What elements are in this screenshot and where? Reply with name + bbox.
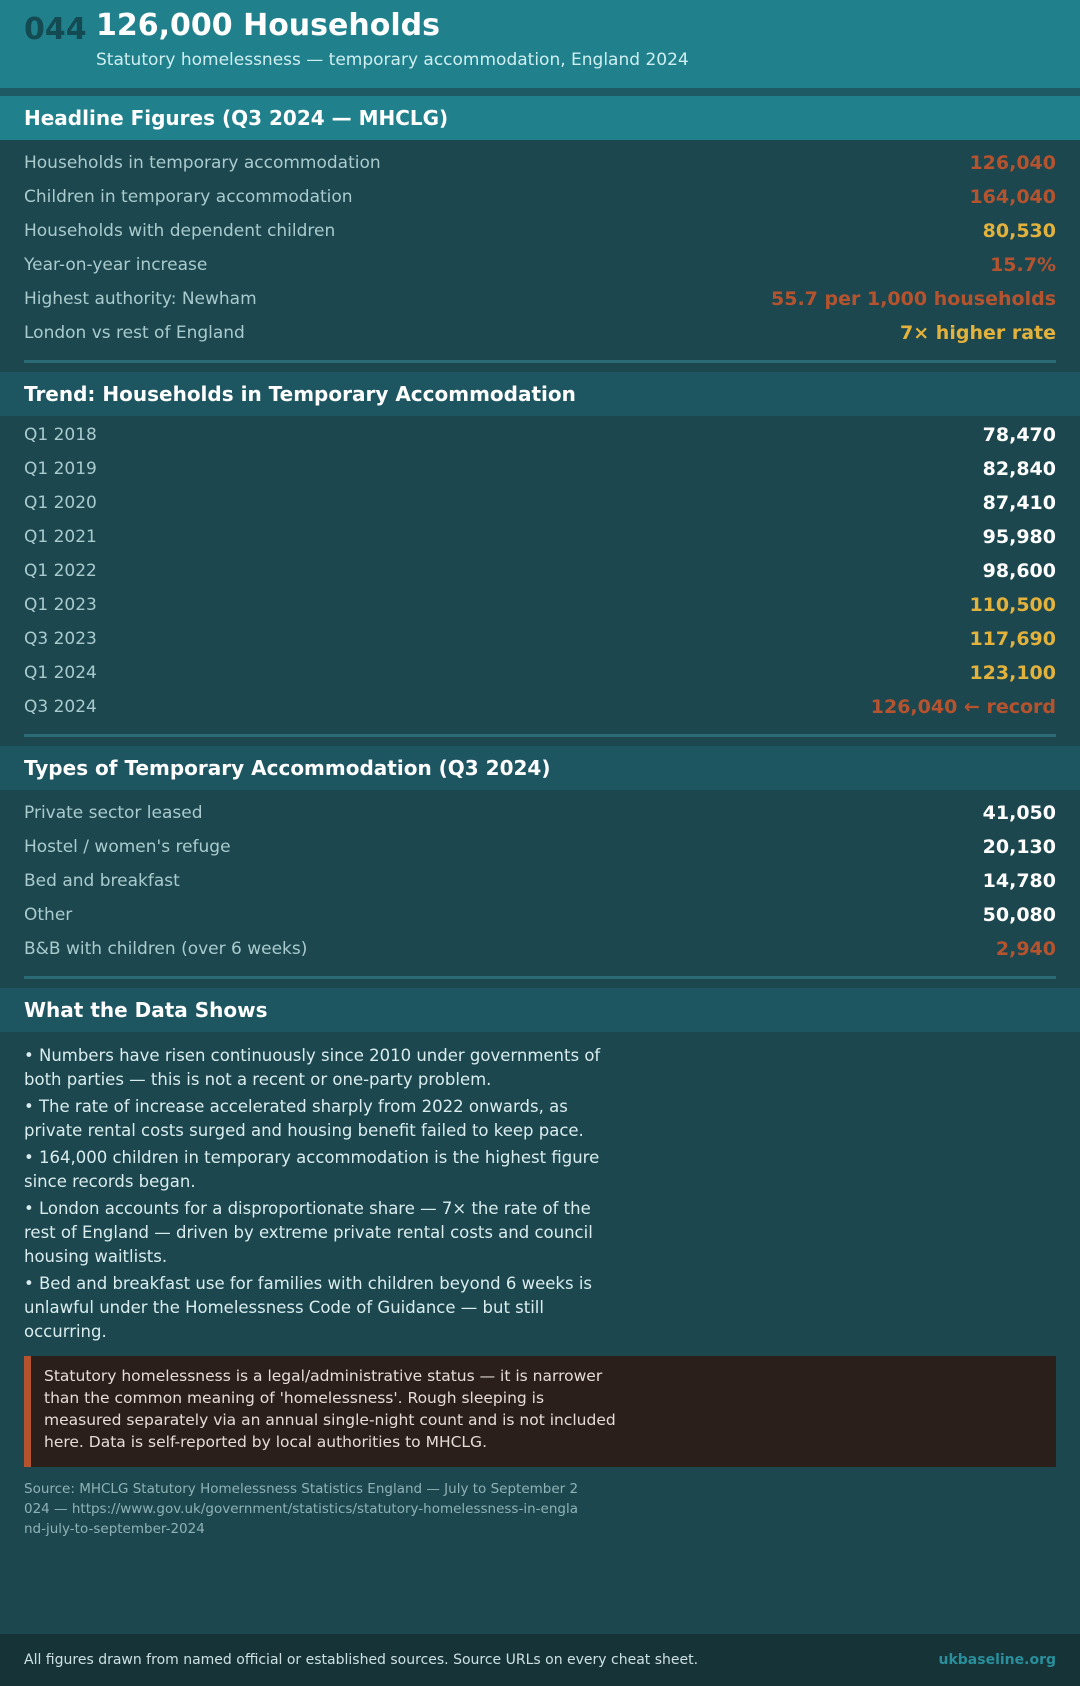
row-label: Highest authority: Newham — [24, 289, 257, 309]
analysis-section-title: What the Data Shows — [0, 988, 1080, 1032]
row-label: B&B with children (over 6 weeks) — [24, 939, 308, 959]
trend-list — [0, 416, 1080, 724]
row-value: 78,470 — [982, 424, 1056, 446]
row-label: Q1 2023 — [24, 595, 97, 615]
caveat-note — [24, 1356, 1056, 1467]
row-value: 95,980 — [982, 526, 1056, 548]
row-label: Households in temporary accommodation — [24, 153, 381, 173]
list-item — [24, 180, 1056, 214]
sheet-number: 044 — [24, 12, 87, 47]
row-value: 2,940 — [995, 938, 1056, 960]
list-item — [24, 452, 1056, 486]
list-item — [24, 932, 1056, 966]
analysis-bullets — [0, 1032, 648, 1344]
types-list — [0, 790, 1080, 966]
page-header — [0, 0, 1080, 96]
list-item — [24, 282, 1056, 316]
row-value: 110,500 — [969, 594, 1056, 616]
headline-figures-list — [0, 140, 1080, 350]
list-item — [24, 656, 1056, 690]
row-value: 80,530 — [982, 220, 1056, 242]
row-label: Other — [24, 905, 73, 925]
row-label: Q1 2019 — [24, 459, 97, 479]
row-value: 15.7% — [990, 254, 1056, 276]
row-label: Q1 2022 — [24, 561, 97, 581]
row-value: 41,050 — [982, 802, 1056, 824]
row-label: Private sector leased — [24, 803, 203, 823]
page-footer — [0, 1634, 1080, 1686]
caveat-note-text: Statutory homelessness is a legal/administrative status — it is narrower than the common meaning of 'homelessness'. Rough sleeping is measured separately via an annual single-night count and is not included here. Data is self-reported by local authorities to MHCLG. — [44, 1367, 616, 1451]
row-value: 164,040 — [969, 186, 1056, 208]
list-item — [24, 418, 1056, 452]
row-value: 117,690 — [969, 628, 1056, 650]
footer-text: All figures drawn from named official or established sources. Source URLs on every cheat sheet. — [24, 1652, 699, 1668]
row-label: Households with dependent children — [24, 221, 336, 241]
row-label: Q3 2023 — [24, 629, 97, 649]
page-subtitle: Statutory homelessness — temporary accommodation, England 2024 — [96, 50, 689, 70]
bullet-item: • Numbers have risen continuously since 2010 under governments of both parties — this is not a recent or one-party problem. — [24, 1046, 601, 1089]
row-label: Hostel / women's refuge — [24, 837, 231, 857]
row-label: Q1 2024 — [24, 663, 97, 683]
row-value: 55.7 per 1,000 households — [771, 288, 1056, 310]
row-label: Q1 2021 — [24, 527, 97, 547]
page-title: 126,000 Households — [96, 8, 440, 43]
row-value: 7× higher rate — [900, 322, 1056, 344]
row-value: 20,130 — [982, 836, 1056, 858]
types-section-title: Types of Temporary Accommodation (Q3 2024) — [0, 746, 1080, 790]
row-value: 126,040 ← record — [870, 696, 1056, 718]
source-citation: Source: MHCLG Statutory Homelessness Statistics England — July to September 2024 — https://www.gov.uk/government/statistics/statutory-homelessness-in-england-july-to-september-2024 — [24, 1481, 579, 1537]
row-label: Q1 2020 — [24, 493, 97, 513]
list-item — [24, 830, 1056, 864]
list-item — [24, 554, 1056, 588]
row-value: 50,080 — [982, 904, 1056, 926]
list-item — [24, 214, 1056, 248]
row-value: 14,780 — [982, 870, 1056, 892]
bullet-item: • The rate of increase accelerated sharply from 2022 onwards, as private rental costs surged and housing benefit failed to keep pace. — [24, 1097, 584, 1140]
list-item — [24, 796, 1056, 830]
list-item — [24, 690, 1056, 724]
row-value: 98,600 — [982, 560, 1056, 582]
bullet-item: • 164,000 children in temporary accommodation is the highest figure since records began. — [24, 1148, 600, 1191]
row-label: Q3 2024 — [24, 697, 97, 717]
headline-section-title: Headline Figures (Q3 2024 — MHCLG) — [0, 96, 1080, 140]
row-label: Bed and breakfast — [24, 871, 180, 891]
trend-section-title: Trend: Households in Temporary Accommodation — [0, 372, 1080, 416]
list-item — [24, 146, 1056, 180]
list-item — [24, 486, 1056, 520]
row-value: 87,410 — [982, 492, 1056, 514]
row-value: 123,100 — [969, 662, 1056, 684]
bullet-item: • Bed and breakfast use for families with children beyond 6 weeks is unlawful under the Homelessness Code of Guidance — but still occurring. — [24, 1274, 592, 1341]
row-label: Children in temporary accommodation — [24, 187, 353, 207]
bullet-item: • London accounts for a disproportionate share — 7× the rate of the rest of England — driven by extreme private rental costs and council housing waitlists. — [24, 1199, 593, 1266]
site-link[interactable]: ukbaseline.org — [938, 1652, 1056, 1668]
row-value: 126,040 — [969, 152, 1056, 174]
list-item — [24, 588, 1056, 622]
row-label: Year-on-year increase — [24, 255, 208, 275]
list-item — [24, 864, 1056, 898]
list-item — [24, 898, 1056, 932]
list-item — [24, 622, 1056, 656]
row-label: Q1 2018 — [24, 425, 97, 445]
list-item — [24, 316, 1056, 350]
row-label: London vs rest of England — [24, 323, 245, 343]
list-item — [24, 520, 1056, 554]
row-value: 82,840 — [982, 458, 1056, 480]
list-item — [24, 248, 1056, 282]
